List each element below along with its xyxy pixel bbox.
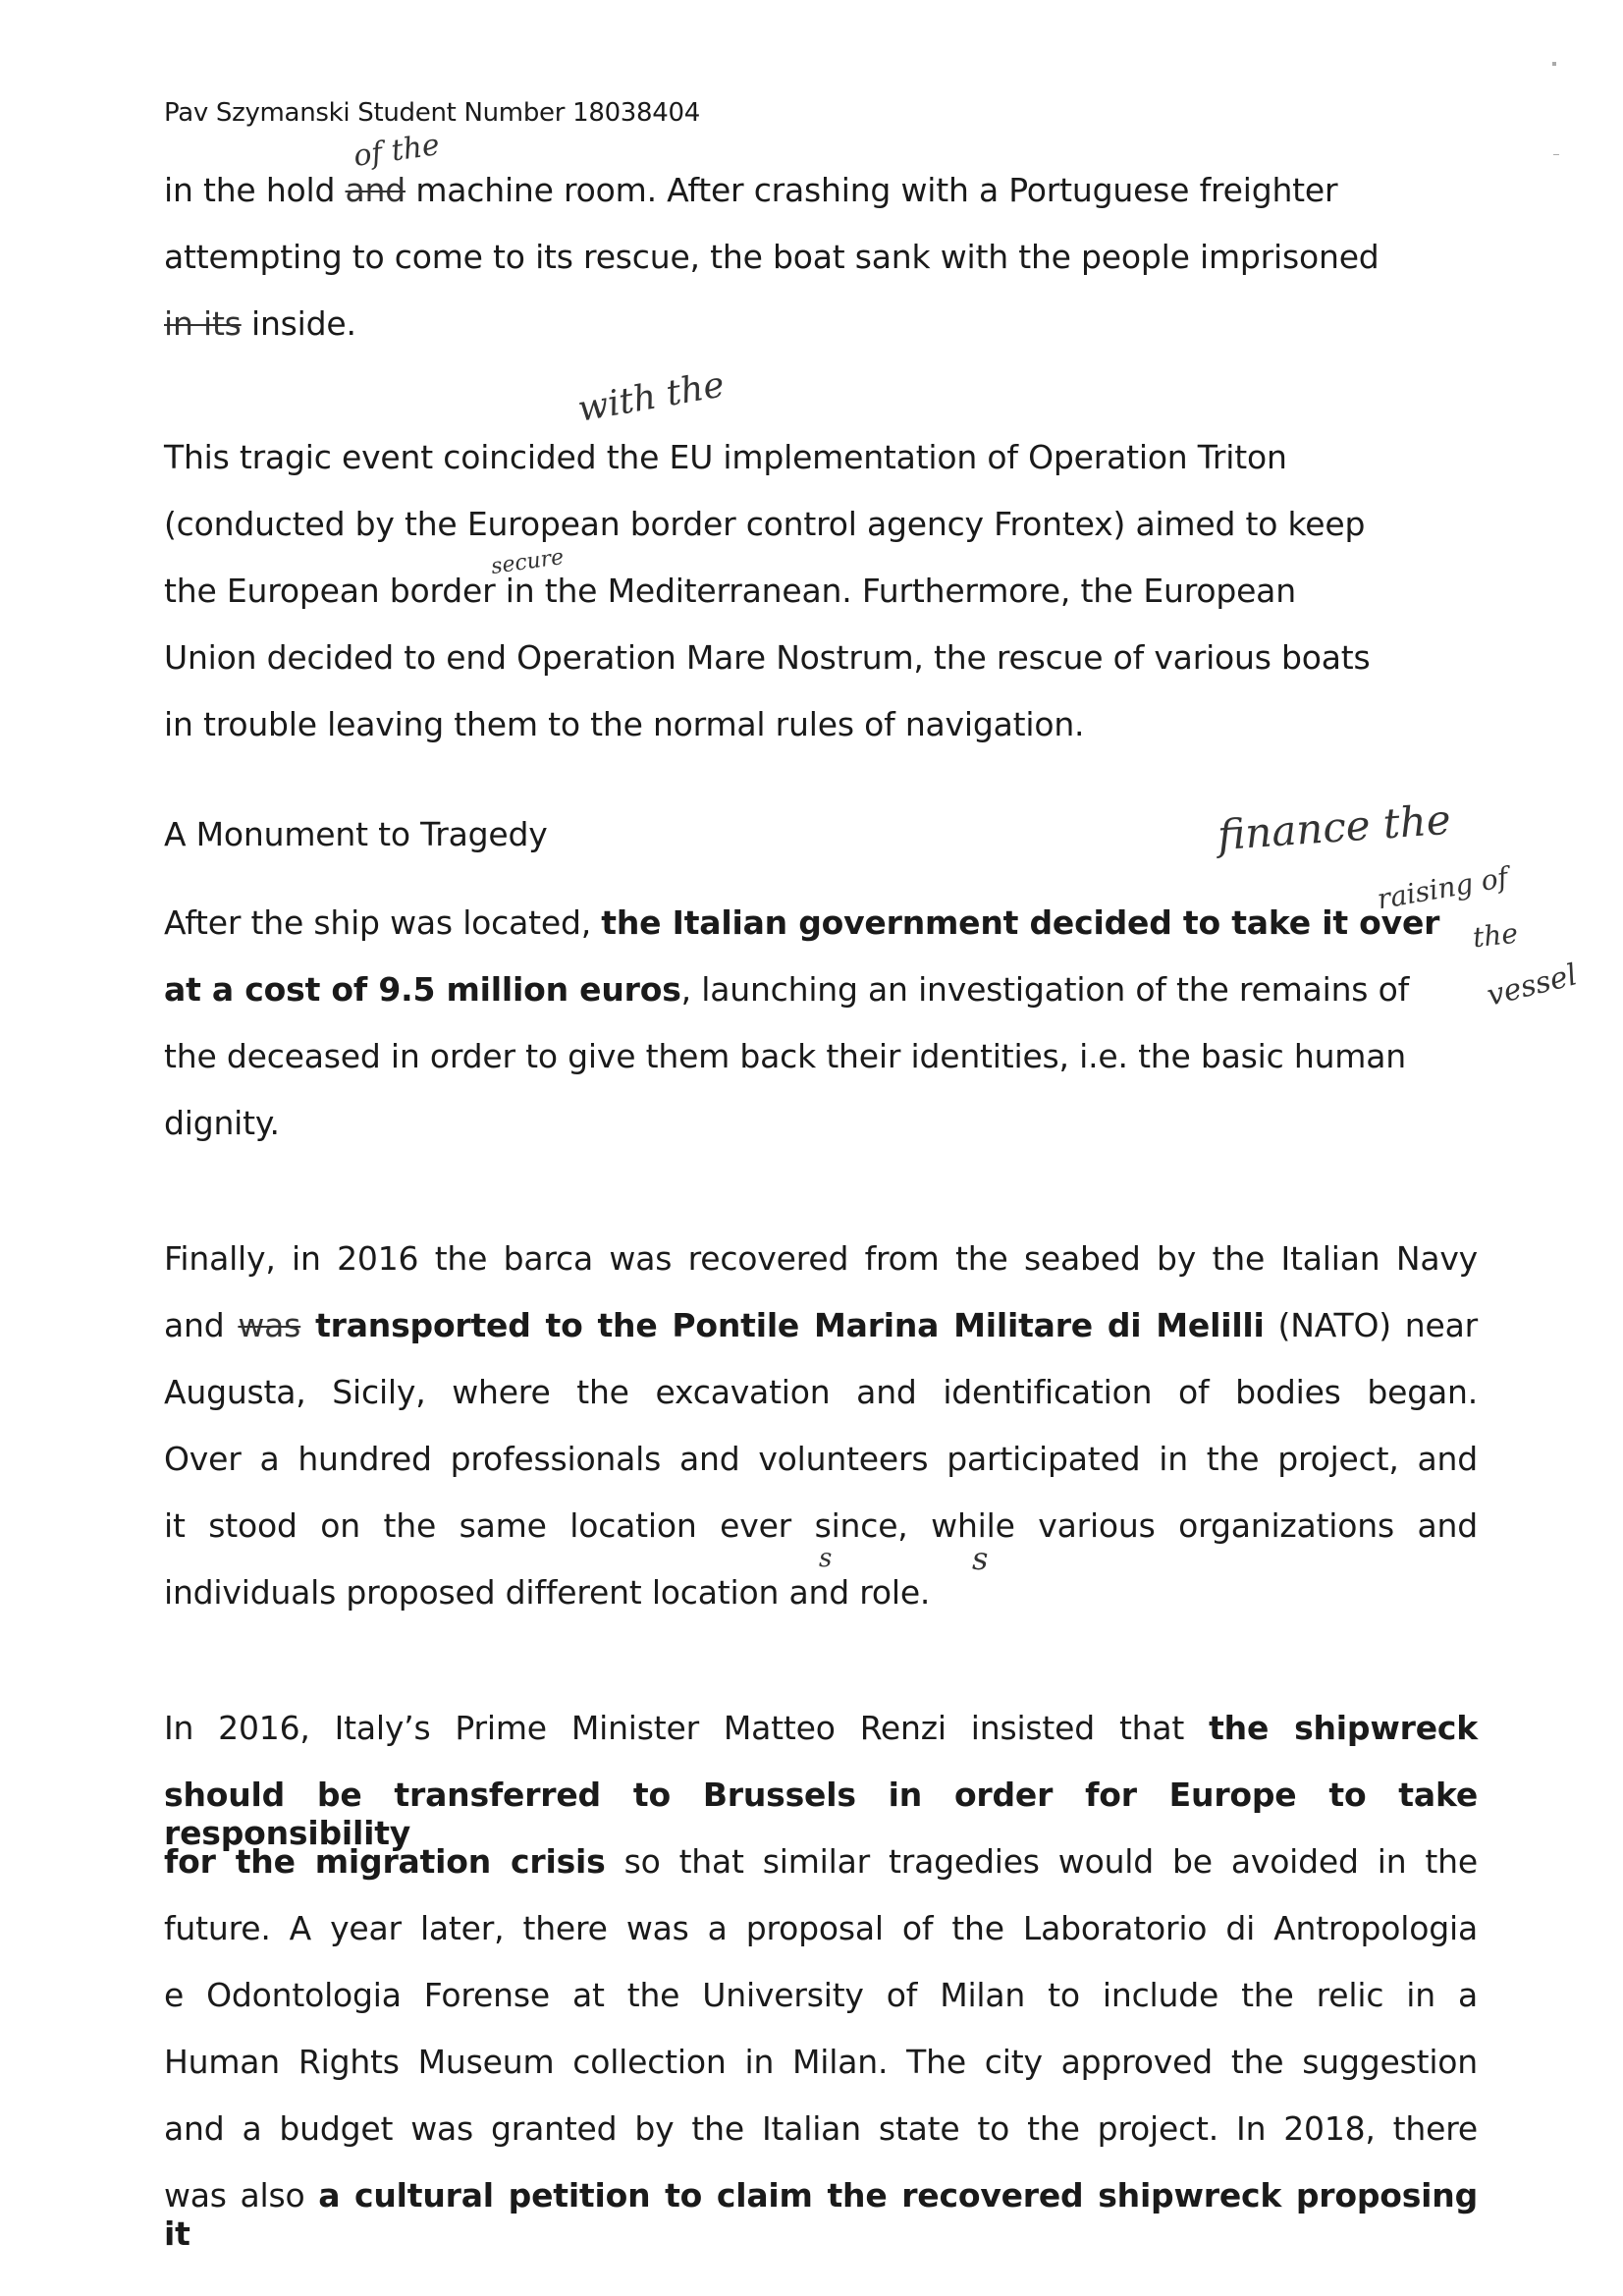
page-header: Pav Szymanski Student Number 18038404	[164, 98, 701, 128]
paragraph-1-line-2: attempting to come to its rescue, the boat sank with the people imprisoned	[164, 238, 1380, 276]
paragraph-1-line-1	[164, 171, 1337, 209]
text: (NATO) near	[1264, 1306, 1478, 1344]
paragraph-3-line-1	[164, 903, 1439, 942]
text: In 2016, Italy’s Prime Minister Matteo Renzi insisted that	[164, 1709, 1210, 1747]
paragraph-4-line-1: Finally, in 2016 the barca was recovered from the seabed by the Italian Navy	[164, 1239, 1478, 1278]
paragraph-4-line-6: individuals proposed different location and role.	[164, 1573, 931, 1612]
scan-speck	[1553, 154, 1559, 155]
paragraph-5-line-8	[164, 2176, 1478, 2253]
paragraph-2-line-2: (conducted by the European border control agency Frontex) aimed to keep	[164, 505, 1366, 543]
bold-text: a cultural petition to claim the recovered shipwreck proposing it	[164, 2176, 1478, 2253]
handwritten-annotation-secure: secure	[489, 544, 566, 580]
handwritten-insert-s-location: s	[819, 1544, 833, 1573]
paragraph-3-line-3: the deceased in order to give them back their identities, i.e. the basic human	[164, 1037, 1406, 1075]
handwritten-annotation-raising-of: raising of	[1375, 860, 1511, 916]
paragraph-5-line-1	[164, 1709, 1478, 1747]
bold-text: at a cost of 9.5 million euros	[164, 970, 681, 1009]
paragraph-5-line-7: and a budget was granted by the Italian state to the project. In 2018, there	[164, 2109, 1478, 2148]
paragraph-5-line-5: e Odontologia Forense at the University of Milan to include the relic in a	[164, 1976, 1478, 2014]
paragraph-2-line-1: This tragic event coincided the EU implementation of Operation Triton	[164, 438, 1287, 476]
paragraph-1-line-3	[164, 304, 356, 343]
text: in the hold	[164, 171, 346, 209]
struck-text: and	[345, 171, 406, 209]
paragraph-2-line-3: the European border in the Mediterranean. Furthermore, the European	[164, 572, 1296, 610]
handwritten-annotation-finance-the: finance the	[1216, 794, 1453, 860]
bold-text: for the migration crisis	[164, 1842, 606, 1881]
paragraph-2-line-5: in trouble leaving them to the normal rules of navigation.	[164, 705, 1085, 743]
struck-text: in its	[164, 304, 242, 343]
bold-text: should be transferred to Brussels in order for Europe to take responsibility	[164, 1776, 1478, 1852]
text: inside.	[241, 304, 356, 343]
paragraph-4-line-3: Augusta, Sicily, where the excavation and identification of bodies began.	[164, 1373, 1478, 1411]
text: and	[164, 1306, 239, 1344]
struck-text: was	[238, 1306, 301, 1344]
handwritten-annotation-the: the	[1471, 916, 1520, 955]
paragraph-5-line-2	[164, 1776, 1478, 1852]
scan-speck	[1552, 62, 1556, 66]
paragraph-4-line-2	[164, 1306, 1478, 1344]
paragraph-2-line-4: Union decided to end Operation Mare Nostrum, the rescue of various boats	[164, 638, 1371, 677]
paragraph-5-line-6: Human Rights Museum collection in Milan. The city approved the suggestion	[164, 2043, 1478, 2081]
text: was also	[164, 2176, 319, 2214]
bold-text: the Italian government decided to take it over	[601, 903, 1440, 942]
paragraph-5-line-4: future. A year later, there was a proposal of the Laboratorio di Antropologia	[164, 1909, 1478, 1947]
paragraph-4-line-4: Over a hundred professionals and volunteers participated in the project, and	[164, 1440, 1478, 1478]
section-heading: A Monument to Tragedy	[164, 815, 548, 853]
bold-text: the shipwreck	[1209, 1709, 1478, 1747]
text: so that similar tragedies would be avoided in the	[605, 1842, 1478, 1881]
text: machine room. After crashing with a Portuguese freighter	[406, 171, 1338, 209]
handwritten-insert-s-role: s	[972, 1540, 989, 1577]
text: , launching an investigation of the remains of	[680, 970, 1409, 1009]
handwritten-annotation-vessel: vessel	[1484, 957, 1581, 1013]
handwritten-annotation-with-the: with the	[574, 364, 728, 430]
bold-text: transported to the Pontile Marina Militare di Melilli	[300, 1306, 1265, 1344]
paragraph-3-line-4: dignity.	[164, 1104, 280, 1142]
paragraph-3-line-2	[164, 970, 1409, 1009]
paragraph-4-line-5: it stood on the same location ever since, while various organizations and	[164, 1506, 1478, 1545]
text: After the ship was located,	[164, 903, 602, 942]
handwritten-annotation-of-the: of the	[351, 128, 442, 174]
paragraph-5-line-3	[164, 1842, 1478, 1881]
